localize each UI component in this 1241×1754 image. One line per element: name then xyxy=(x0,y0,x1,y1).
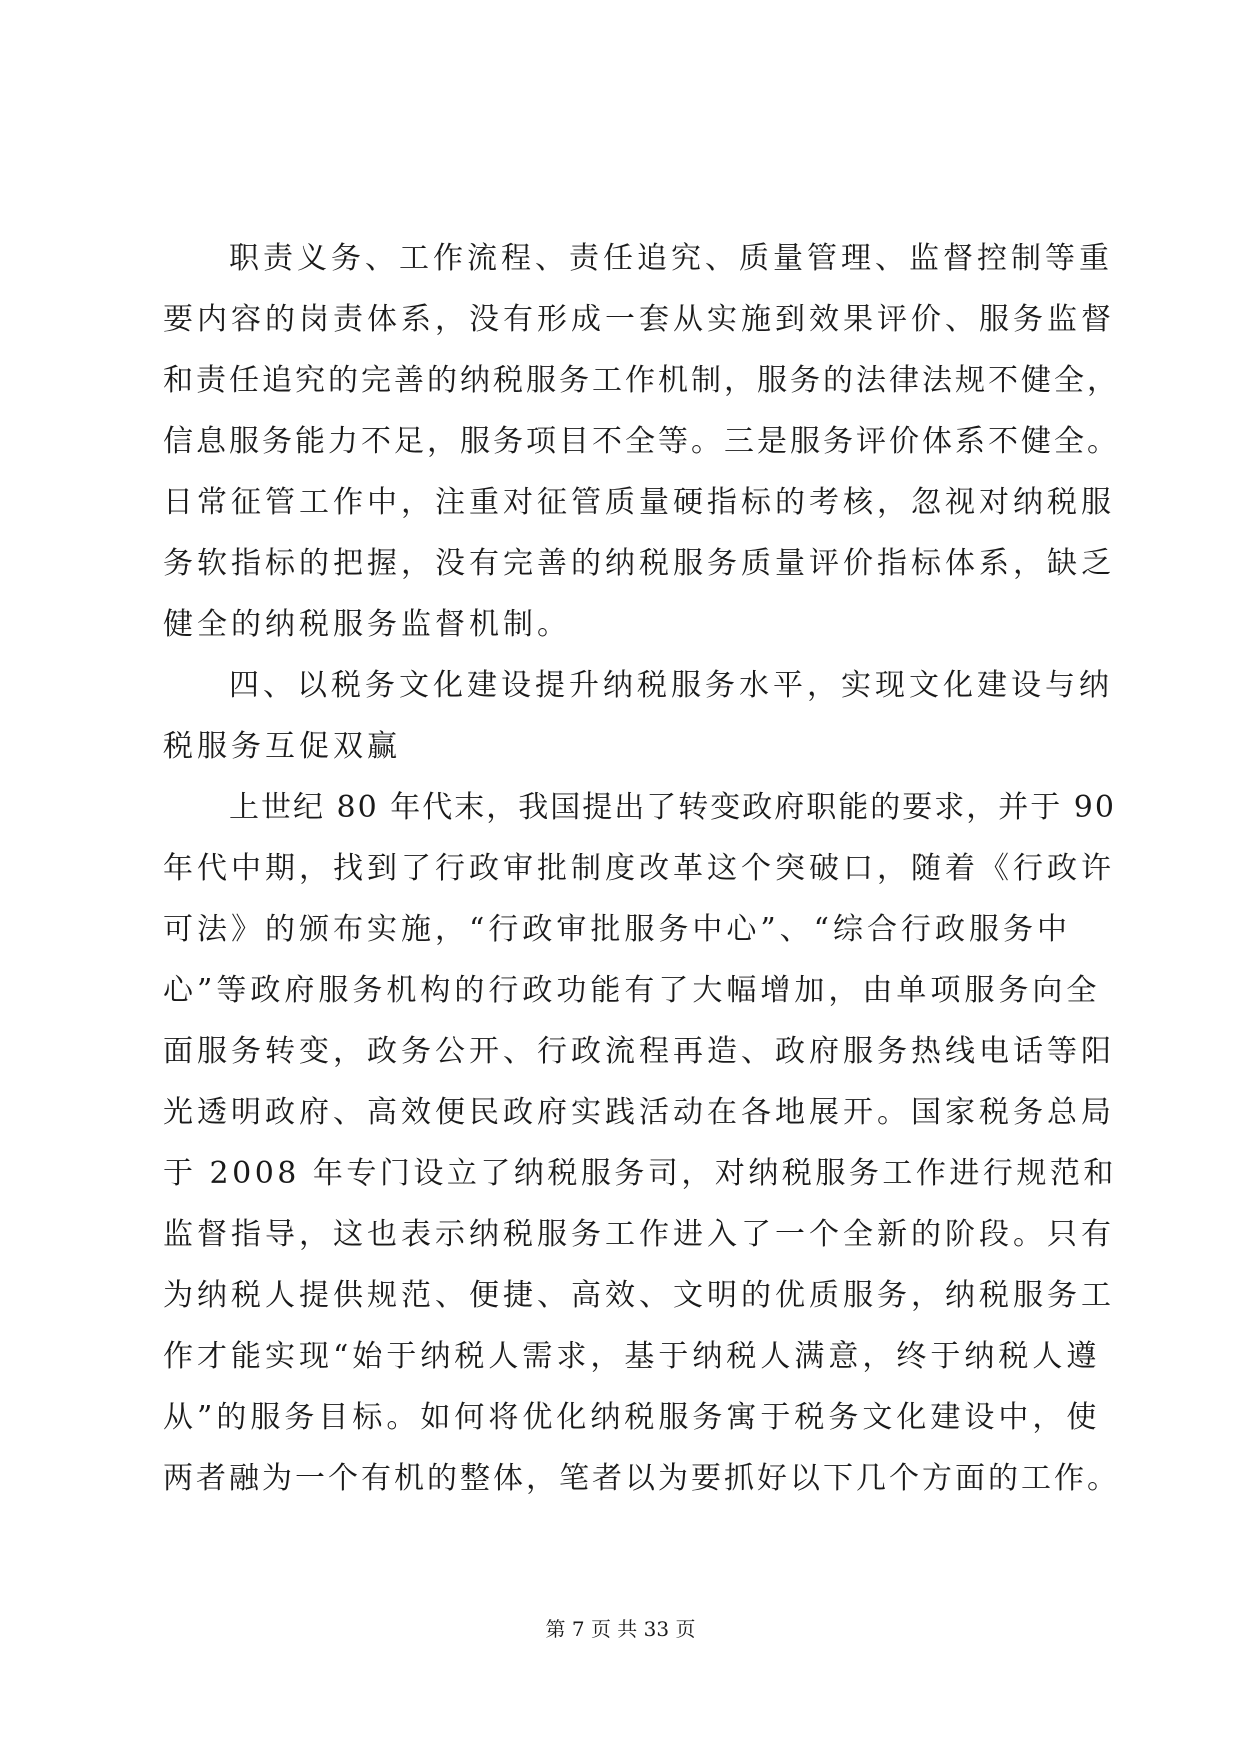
text-line: 健全的纳税服务监督机制。 xyxy=(163,607,571,642)
text-line: 信息服务能力不足，服务项目不全等。三是服务评价体系不健全。 xyxy=(163,424,1120,459)
document-body xyxy=(163,228,1123,1509)
text-line: 日常征管工作中，注重对征管质量硬指标的考核，忽视对纳税服 xyxy=(163,485,1115,520)
text-line: 职责义务、工作流程、责任追究、质量管理、监督控制等重 xyxy=(229,241,1113,276)
text-line: 上世纪 80 年代末，我国提出了转变政府职能的要求，并于 90 xyxy=(229,790,1116,825)
text-line: 从”的服务目标。如何将优化纳税服务寓于税务文化建设中，使 xyxy=(163,1400,1101,1435)
text-line: 两者融为一个有机的整体，笔者以为要抓好以下几个方面的工作。 xyxy=(163,1461,1120,1496)
text-line: 要内容的岗责体系，没有形成一套从实施到效果评价、服务监督 xyxy=(163,302,1115,337)
text-line: 作才能实现“始于纳税人需求，基于纳税人满意，终于纳税人遵 xyxy=(163,1339,1101,1374)
text-line: 面服务转变，政务公开、行政流程再造、政府服务热线电话等阳 xyxy=(163,1034,1115,1069)
page-footer: 第 7 页 共 33 页 xyxy=(545,1617,696,1641)
text-line: 四、以税务文化建设提升纳税服务水平，实现文化建设与纳 xyxy=(229,668,1113,703)
text-line: 监督指导，这也表示纳税服务工作进入了一个全新的阶段。只有 xyxy=(163,1217,1115,1252)
text-line: 为纳税人提供规范、便捷、高效、文明的优质服务，纳税服务工 xyxy=(163,1278,1115,1313)
text-line: 心”等政府服务机构的行政功能有了大幅增加，由单项服务向全 xyxy=(163,973,1101,1008)
text-line: 光透明政府、高效便民政府实践活动在各地展开。国家税务总局 xyxy=(163,1095,1115,1130)
text-line: 税服务互促双赢 xyxy=(163,729,401,764)
text-line: 于 2008 年专门设立了纳税服务司，对纳税服务工作进行规范和 xyxy=(163,1156,1117,1191)
text-line: 年代中期，找到了行政审批制度改革这个突破口，随着《行政许 xyxy=(163,851,1115,886)
text-line: 务软指标的把握，没有完善的纳税服务质量评价指标体系，缺乏 xyxy=(163,546,1115,581)
text-line: 可法》的颁布实施，“行政审批服务中心”、“综合行政服务中 xyxy=(163,912,1072,947)
text-line: 和责任追究的完善的纳税服务工作机制，服务的法律法规不健全， xyxy=(163,363,1120,398)
